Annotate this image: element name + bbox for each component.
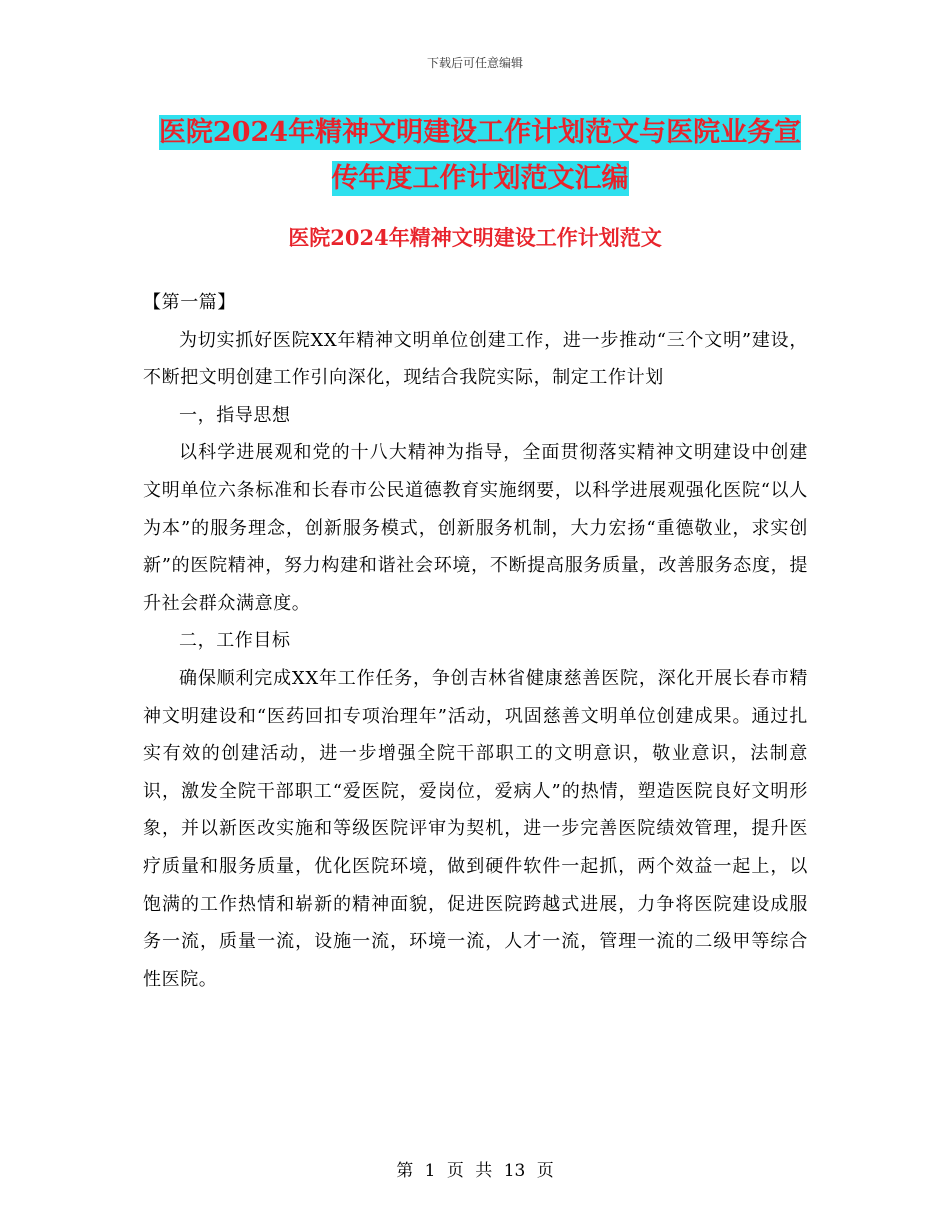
title-line-2: 传年度工作计划范文汇编 [331,163,629,194]
page-header-note: 下载后可任意编辑 [426,56,523,70]
work-goals-paragraph: 确保顺利完成XX年工作任务，争创吉林省健康慈善医院，深化开展长春市精神文明建设和“医药回扣专项治理年”活动，巩固慈善文明单位创建成果。通过扎实有效的创建活动，进一步增强全院干部职工的文明意识，敬业意识，法制意识，激发全院干部职工“爱医院，爱岗位，爱病人”的热情，塑造医院良好文明形象，并以新医改实施和等级医院评审为契机，进一步完善医院绩效管理，提升医疗质量和服务质量，优化医院环境，做到硬件软件一起抓，两个效益一起上，以饱满的工作热情和崭新的精神面貌，促进医院跨越式进展，力争将医院建设成服务一流，质量一流，设施一流，环境一流，人才一流，管理一流的二级甲等综合性医院。 [143,667,808,990]
intro-paragraph: 为切实抓好医院XX年精神文明单位创建工作，进一步推动“三个文明”建设，不断把文明创建工作引向深化，现结合我院实际，制定工作计划 [143,329,808,389]
document-title [140,110,820,202]
title-line-1: 医院2024年精神文明建设工作计划范文与医院业务宣 [158,117,802,148]
heading-guiding-ideology: 一，指导思想 [179,404,291,426]
document-body [143,284,808,998]
heading-work-goals: 二，工作目标 [179,630,291,652]
section-title: 医院2024年精神文明建设工作计划范文 [288,225,662,250]
guiding-ideology-paragraph: 以科学进展观和党的十八大精神为指导，全面贯彻落实精神文明建设中创建文明单位六条标准和长春市公民道德教育实施纲要，以科学进展观强化医院“以人为本”的服务理念，创新服务模式，创新服务机制，大力宏扬“重德敬业，求实创新”的医院精神，努力构建和谐社会环境，不断提高服务质量，改善服务态度，提升社会群众满意度。 [143,442,808,614]
section-label: 【第一篇】 [143,292,236,313]
page-number: 第 1 页 共 13 页 [396,1161,554,1181]
